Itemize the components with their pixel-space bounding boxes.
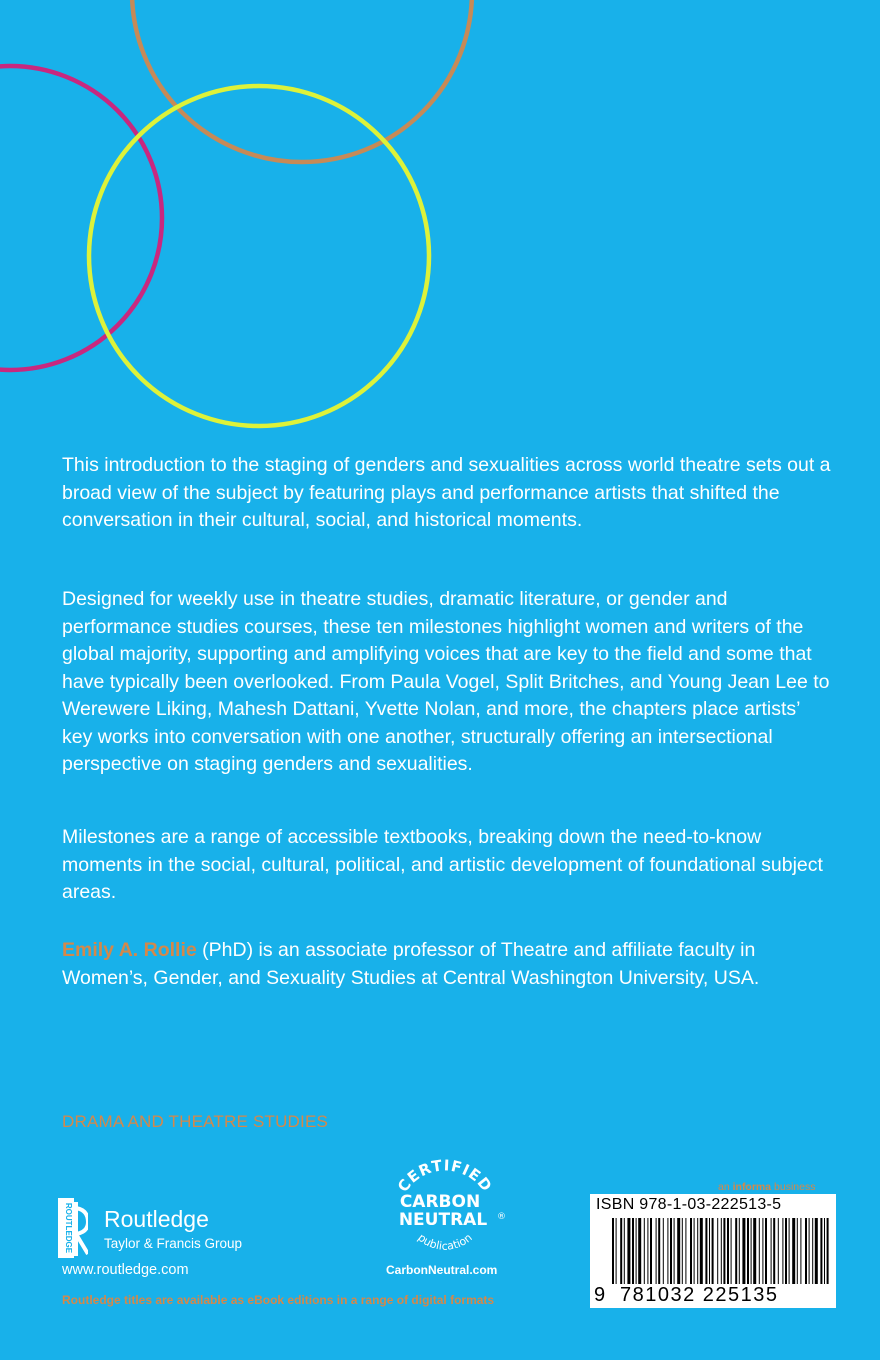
carbon-neutral-url[interactable]: CarbonNeutral.com <box>386 1263 498 1277</box>
informa-brand: informa <box>732 1181 772 1193</box>
barcode-icon <box>612 1218 830 1284</box>
informa-business: an informa business <box>718 1181 816 1193</box>
svg-text:publication <box>415 1231 474 1253</box>
author-bio-text: (PhD) is an associate professor of Theatre and affiliate faculty in Women’s, Gender, and Sexuality Studies at Central Washington University, USA. <box>62 939 760 989</box>
decorative-circles <box>0 0 880 440</box>
isbn-label: ISBN 978-1-03-222513-5 <box>596 1196 782 1213</box>
cn-line1: CARBON <box>399 1192 481 1212</box>
svg-text:CERTIFIED <box>394 1156 496 1195</box>
cn-line2: NEUTRAL <box>398 1210 488 1230</box>
routledge-logo-icon <box>58 1198 88 1258</box>
cn-reg: ® <box>497 1212 506 1222</box>
isbn-barcode-box <box>590 1194 836 1308</box>
yellow-circle <box>89 86 429 426</box>
routledge-logo <box>58 1198 278 1258</box>
blurb-paragraph-1: This introduction to the staging of genders and sexualities across world theatre sets out a broad view of the subject by featuring plays and performance artists that shifted the conversation in their cultural, social, and historical moments. <box>62 454 831 531</box>
author-bio <box>62 937 832 992</box>
blurb-paragraph-2: Designed for weekly use in theatre studies, dramatic literature, or gender and performance studies courses, these ten milestones highlight women and writers of the global majority, supporting and amplifying voices that are key to the field and some that have typically been overlooked. From Paula Vogel, Split Britches, and Young Jean Lee to Werewere Liking, Mahesh Dattani, Yvette Nolan, and more, the chapters place artists’ key works into conversation with one another, structurally offering an intersectional perspective on staging genders and sexualities. <box>62 588 830 775</box>
series-label: DRAMA AND THEATRE STUDIES <box>62 1112 329 1131</box>
cn-bottom-text: publication <box>415 1230 475 1253</box>
barcode-lead-digit: 9 <box>594 1284 606 1306</box>
blurb-paragraph-3: Milestones are a range of accessible textbooks, breaking down the need-to-know moments in the social, cultural, political, and artistic development of foundational subject areas. <box>62 826 823 903</box>
ebook-note: Routledge titles are available as eBook editions in a range of digital formats <box>62 1293 495 1307</box>
publisher-group: Taylor & Francis Group <box>104 1236 243 1251</box>
publisher-name: Routledge <box>104 1206 209 1232</box>
publisher-url[interactable]: www.routledge.com <box>62 1262 189 1278</box>
routledge-vertical-text: ROUTLEDGE <box>64 1202 73 1254</box>
magenta-circle <box>0 66 162 370</box>
author-name: Emily A. Rollie <box>62 939 197 961</box>
cn-top-text: CERTIFIED <box>393 1156 496 1196</box>
orange-circle <box>132 0 472 162</box>
barcode-digits: 781032 225135 <box>620 1284 779 1306</box>
